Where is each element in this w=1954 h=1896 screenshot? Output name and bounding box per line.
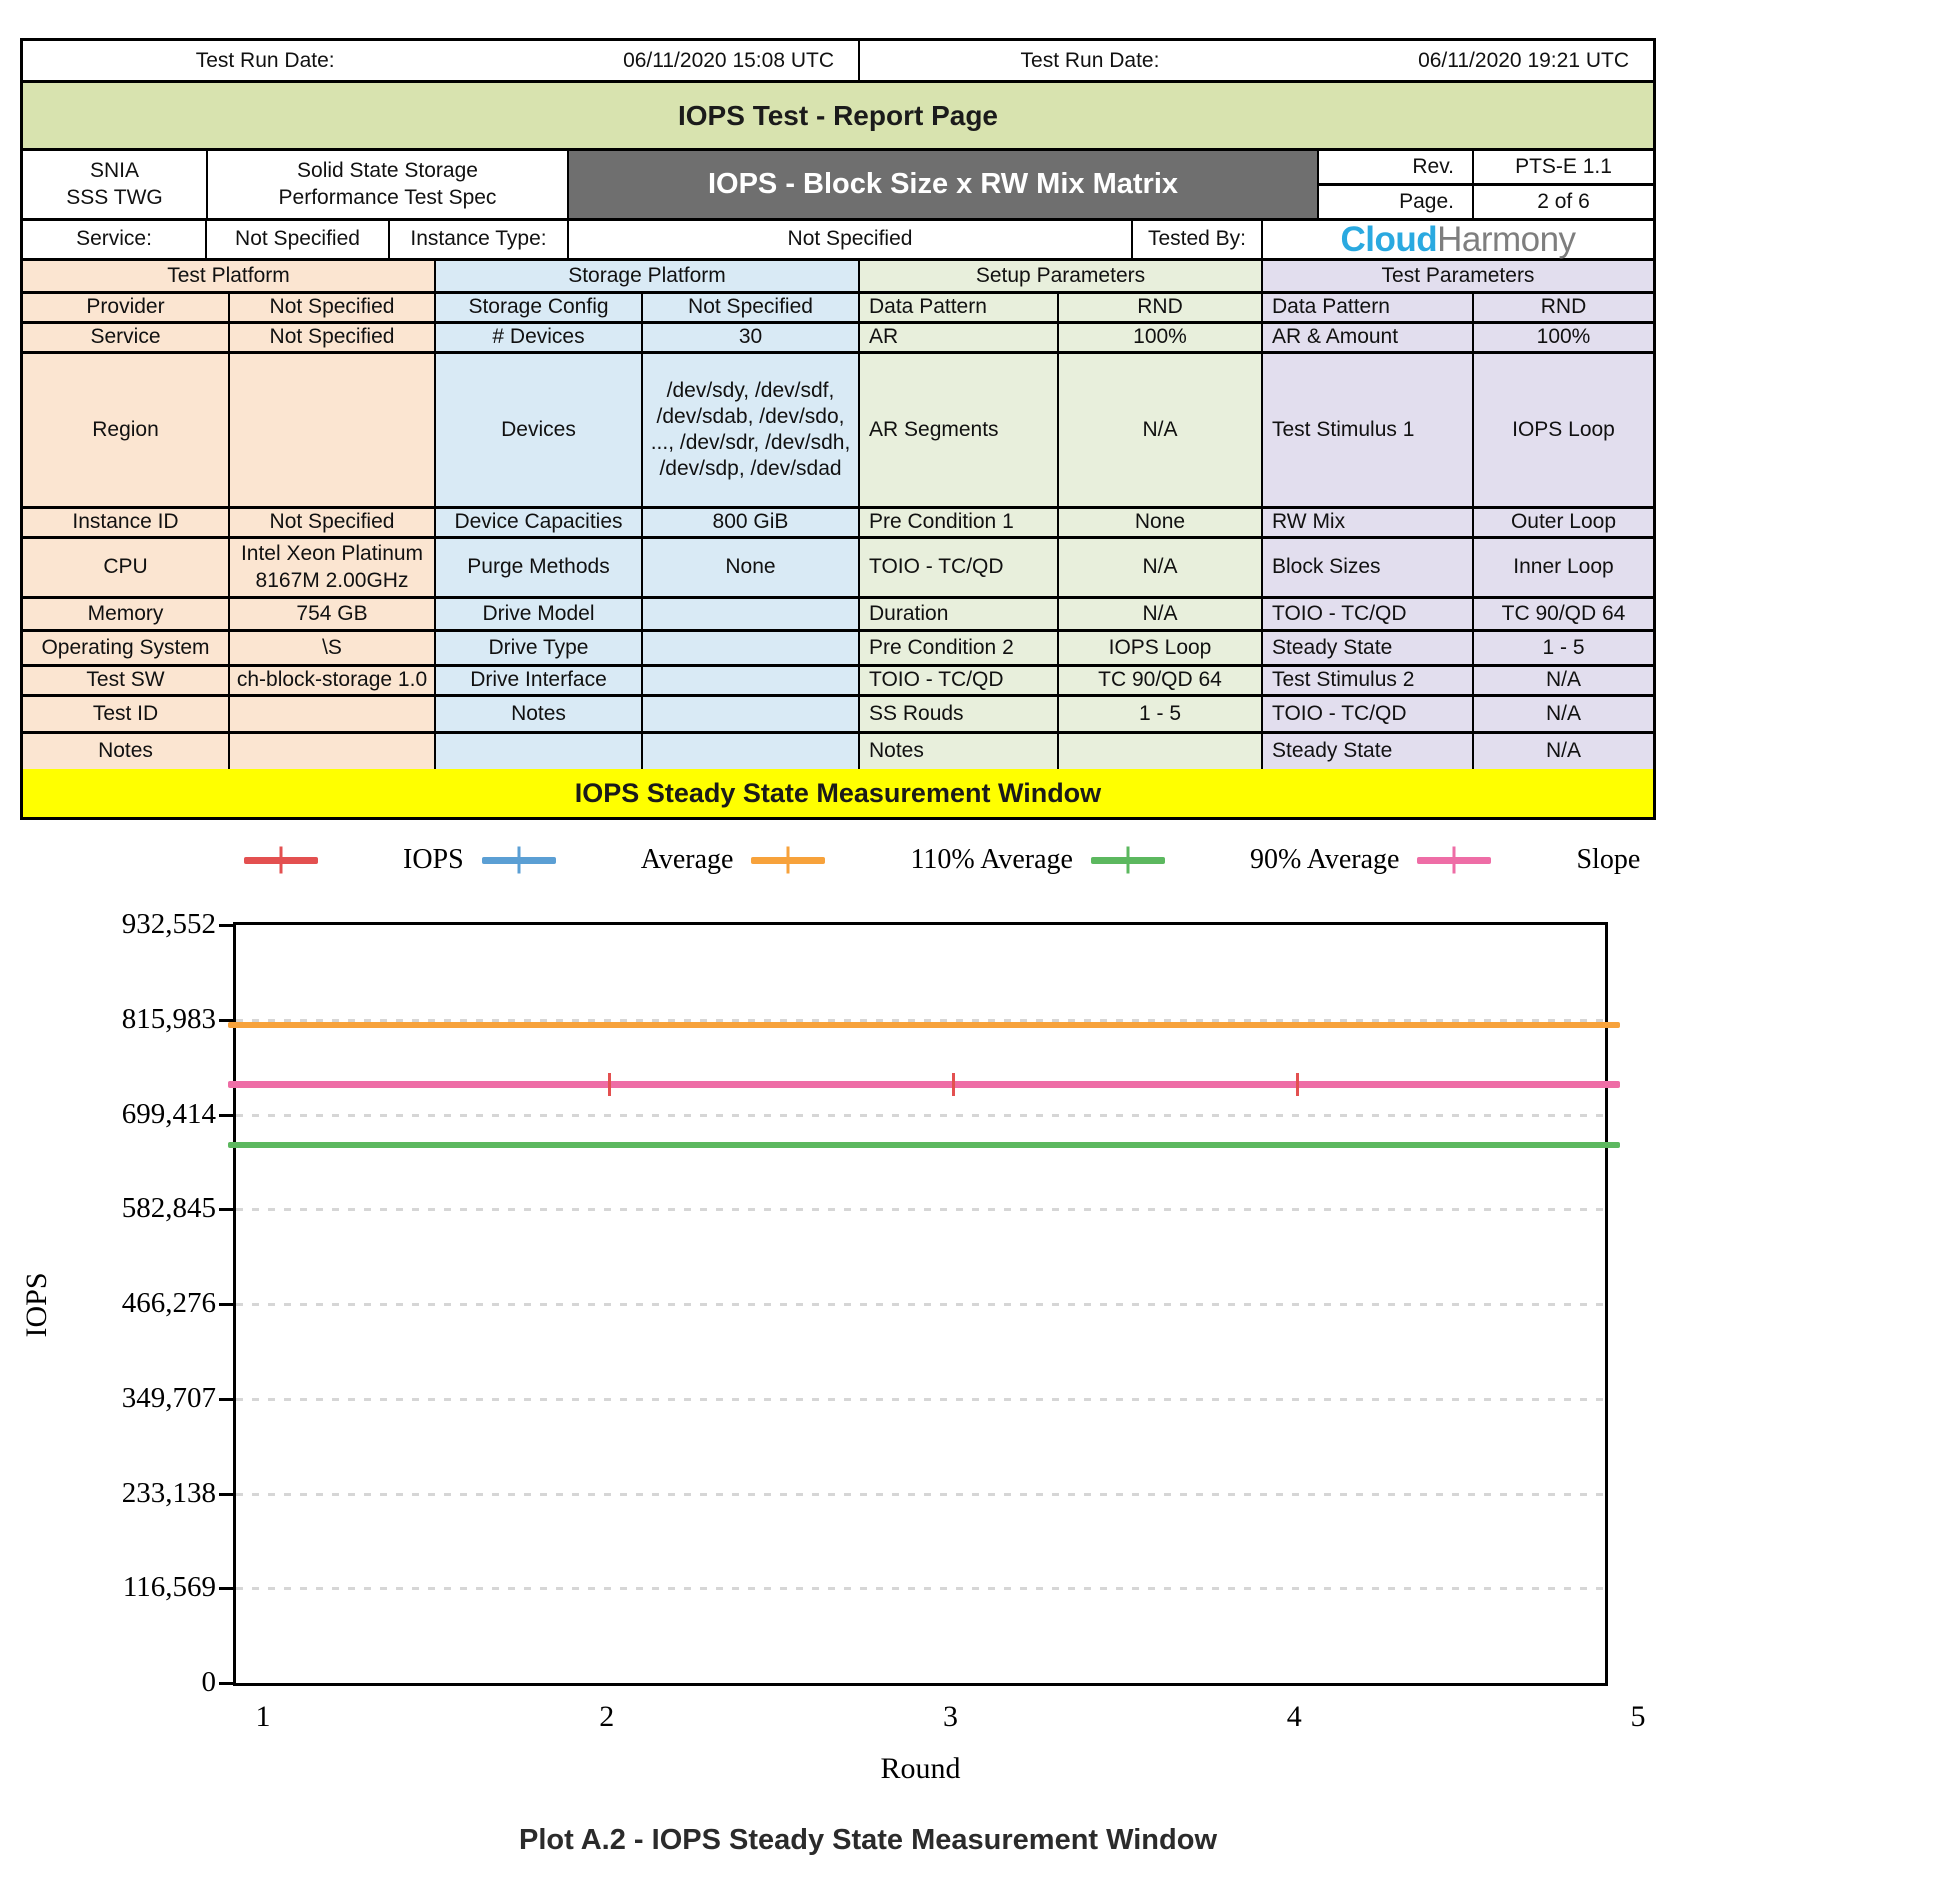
- test_parameters-row-value: N/A: [1474, 667, 1653, 694]
- series-line-90-average: [228, 1142, 1620, 1148]
- test-run-date-label: Test Run Date:: [1020, 48, 1160, 72]
- test_platform-row-value: Not Specified: [230, 324, 436, 351]
- y-tick-mark: [219, 1493, 234, 1496]
- org-line1: SNIA: [89, 159, 139, 183]
- legend-marker-icon: [1453, 847, 1456, 874]
- y-tick-label: 582,845: [121, 1192, 216, 1225]
- instance-type-value: Not Specified: [569, 221, 1133, 258]
- test_parameters-row-value: N/A: [1474, 697, 1653, 731]
- test_parameters-row-value: N/A: [1474, 734, 1653, 769]
- storage_platform-row-label: Drive Type: [436, 632, 643, 664]
- test_platform-row-value: 754 GB: [230, 599, 436, 629]
- page-value: 2 of 6: [1537, 190, 1590, 213]
- test_parameters-row-value: IOPS Loop: [1474, 354, 1653, 506]
- cloudharmony-logo: [1263, 221, 1653, 258]
- rev-row: [1319, 151, 1653, 186]
- setup_parameters-row-value: None: [1059, 509, 1263, 536]
- x-tick-label: 2: [599, 1700, 615, 1733]
- setup_parameters-row-value: [1059, 734, 1263, 769]
- table-row: [23, 599, 1653, 632]
- setup_parameters-row-value: RND: [1059, 294, 1263, 321]
- test_parameters-row-value: Inner Loop: [1474, 539, 1653, 596]
- storage_platform-row-value: [643, 734, 860, 769]
- table-row: [23, 697, 1653, 734]
- y-tick-label: 0: [201, 1666, 216, 1698]
- setup_parameters-row-label: SS Rouds: [860, 697, 1059, 731]
- y-tick-mark: [219, 1682, 234, 1685]
- storage_platform-row-value: 30: [643, 324, 860, 351]
- storage_platform-row-label: Purge Methods: [436, 539, 643, 596]
- test-run-left: [23, 41, 860, 80]
- storage_platform-row-label: [436, 734, 643, 769]
- test_platform-row-label: Memory: [23, 599, 230, 629]
- test_platform-row-value: ch-block-storage 1.0: [230, 667, 436, 694]
- legend-label: Slope: [1576, 844, 1641, 875]
- setup_parameters-row-value: 1 - 5: [1059, 697, 1263, 731]
- gridline: [236, 1398, 1605, 1401]
- spec-header-row: [23, 151, 1653, 221]
- x-tick-label: 4: [1286, 1700, 1302, 1733]
- plot-area: [233, 922, 1608, 1686]
- rev-label: Rev.: [1319, 151, 1474, 183]
- storage_platform-row-label: Storage Config: [436, 294, 643, 321]
- series-line-110-average: [228, 1022, 1620, 1028]
- storage_platform-row-value: [643, 632, 860, 664]
- setup_parameters-row-label: Pre Condition 2: [860, 632, 1059, 664]
- test_parameters-row-label: Block Sizes: [1263, 539, 1474, 596]
- legend-label: 110% Average: [910, 844, 1073, 875]
- storage_platform-row-value: [643, 697, 860, 731]
- legend-label: Average: [640, 844, 734, 875]
- group-header-test-parameters: Test Parameters: [1263, 261, 1653, 291]
- test_platform-row-label: Operating System: [23, 632, 230, 664]
- y-tick-label: 815,983: [121, 1002, 216, 1035]
- rev-page-block: [1319, 151, 1653, 218]
- x-tick-label: 5: [1630, 1700, 1646, 1733]
- test-run-date-label: Test Run Date:: [195, 48, 335, 72]
- group-header-row: [23, 261, 1653, 294]
- table-row: [23, 509, 1653, 539]
- rev-value: PTS-E 1.1: [1515, 155, 1612, 178]
- legend-marker-icon: [517, 847, 520, 874]
- steady-state-banner: IOPS Steady State Measurement Window: [23, 769, 1653, 817]
- legend-marker-icon: [280, 847, 283, 874]
- y-tick-mark: [219, 1587, 234, 1590]
- storage_platform-row-label: Notes: [436, 697, 643, 731]
- storage_platform-row-value: Not Specified: [643, 294, 860, 321]
- x-tick-label: 3: [943, 1700, 958, 1733]
- table-row: [23, 539, 1653, 599]
- iops-point-marker: [1296, 1073, 1299, 1096]
- y-axis-title: IOPS: [20, 1272, 53, 1338]
- org-line2: SSS TWG: [66, 185, 163, 209]
- setup_parameters-row-value: 100%: [1059, 324, 1263, 351]
- legend-sample-average: [482, 857, 556, 864]
- y-tick-label: 466,276: [121, 1287, 216, 1319]
- test_platform-row-value: [230, 697, 436, 731]
- test_parameters-row-label: Steady State: [1263, 632, 1474, 664]
- table-row: [23, 354, 1653, 509]
- test_platform-row-value: Not Specified: [230, 294, 436, 321]
- test_platform-row-value: \S: [230, 632, 436, 664]
- page-row: [1319, 186, 1653, 218]
- setup_parameters-row-value: N/A: [1059, 354, 1263, 506]
- legend-label: 90% Average: [1249, 844, 1400, 875]
- iops-point-marker: [952, 1073, 955, 1096]
- x-tick-label: 1: [255, 1700, 271, 1733]
- test_platform-row-value: [230, 354, 436, 506]
- test_parameters-row-value: 100%: [1474, 324, 1653, 351]
- setup_parameters-row-label: Duration: [860, 599, 1059, 629]
- legend-sample-90-average: [1091, 857, 1165, 864]
- page-label: Page.: [1319, 186, 1474, 218]
- chart-legend: [244, 840, 1644, 880]
- org-cell: [23, 151, 208, 218]
- test_parameters-row-label: RW Mix: [1263, 509, 1474, 536]
- test-run-date-value: 06/11/2020 19:21 UTC: [1418, 48, 1629, 72]
- setup_parameters-row-label: TOIO - TC/QD: [860, 667, 1059, 694]
- setup_parameters-row-label: AR: [860, 324, 1059, 351]
- setup_parameters-row-value: TC 90/QD 64: [1059, 667, 1263, 694]
- report-title: IOPS Test - Report Page: [23, 83, 1653, 151]
- setup_parameters-row-label: TOIO - TC/QD: [860, 539, 1059, 596]
- test_platform-row-label: Provider: [23, 294, 230, 321]
- test_parameters-row-label: Data Pattern: [1263, 294, 1474, 321]
- y-tick-mark: [219, 1303, 234, 1306]
- y-tick-mark: [219, 924, 234, 927]
- test_parameters-row-label: TOIO - TC/QD: [1263, 697, 1474, 731]
- test-run-date-row: [23, 41, 1653, 83]
- y-tick-label: 116,569: [122, 1571, 216, 1604]
- test_parameters-row-label: AR & Amount: [1263, 324, 1474, 351]
- gridline: [236, 1208, 1605, 1211]
- storage_platform-row-label: Drive Interface: [436, 667, 643, 694]
- group-header-storage-platform: Storage Platform: [436, 261, 860, 291]
- table-row: [23, 632, 1653, 667]
- table-row: [23, 324, 1653, 354]
- test-run-right: [860, 41, 1653, 80]
- service-value: Not Specified: [207, 221, 390, 258]
- test_platform-row-label: Test SW: [23, 667, 230, 694]
- test-run-date-value: 06/11/2020 15:08 UTC: [623, 48, 834, 72]
- legend-sample-110-average: [751, 857, 825, 864]
- legend-marker-icon: [787, 847, 790, 874]
- legend-label: IOPS: [403, 844, 464, 875]
- tested-by-label: Tested By:: [1133, 221, 1263, 258]
- test_parameters-row-label: Test Stimulus 1: [1263, 354, 1474, 506]
- spec-line2: Performance Test Spec: [278, 185, 497, 209]
- test_platform-row-label: Instance ID: [23, 509, 230, 536]
- setup_parameters-row-value: N/A: [1059, 539, 1263, 596]
- test_parameters-row-value: Outer Loop: [1474, 509, 1653, 536]
- gridline: [236, 1114, 1605, 1117]
- y-tick-mark: [219, 1208, 234, 1211]
- setup_parameters-row-value: N/A: [1059, 599, 1263, 629]
- legend-marker-icon: [1126, 847, 1129, 874]
- test_parameters-row-label: Test Stimulus 2: [1263, 667, 1474, 694]
- storage_platform-row-value: [643, 667, 860, 694]
- y-tick-label: 349,707: [121, 1381, 216, 1414]
- storage_platform-row-label: Devices: [436, 354, 643, 506]
- iops-point-marker: [608, 1073, 611, 1096]
- setup_parameters-row-label: AR Segments: [860, 354, 1059, 506]
- storage_platform-row-label: Device Capacities: [436, 509, 643, 536]
- logo-harmony: Harmony: [1437, 219, 1576, 259]
- instance-type-label: Instance Type:: [390, 221, 569, 258]
- spec-data-rows: [23, 294, 1653, 769]
- test_platform-row-label: Notes: [23, 734, 230, 769]
- setup_parameters-row-label: Data Pattern: [860, 294, 1059, 321]
- y-tick-label: 233,138: [121, 1476, 216, 1509]
- test_platform-row-value: Intel Xeon Platinum 8167M 2.00GHz: [230, 539, 436, 596]
- storage_platform-row-value: /dev/sdy, /dev/sdf, /dev/sdab, /dev/sdo, ..., /dev/sdr, /dev/sdh, /dev/sdp, /dev/sdad: [643, 354, 860, 506]
- test_parameters-row-value: TC 90/QD 64: [1474, 599, 1653, 629]
- group-header-test-platform: Test Platform: [23, 261, 436, 291]
- test_platform-row-label: CPU: [23, 539, 230, 596]
- report-header-table: [20, 38, 1656, 820]
- matrix-title: IOPS - Block Size x RW Mix Matrix: [569, 151, 1319, 218]
- service-info-row: [23, 221, 1653, 261]
- service-label: Service:: [23, 221, 207, 258]
- y-tick-mark: [219, 1398, 234, 1401]
- storage_platform-row-label: # Devices: [436, 324, 643, 351]
- chart-caption: Plot A.2 - IOPS Steady State Measurement Window: [518, 1824, 1218, 1856]
- legend-sample-slope: [1417, 857, 1491, 864]
- setup_parameters-row-label: Notes: [860, 734, 1059, 769]
- test_platform-row-value: [230, 734, 436, 769]
- x-axis-title: Round: [880, 1752, 961, 1785]
- test_parameters-row-value: RND: [1474, 294, 1653, 321]
- test_platform-row-value: Not Specified: [230, 509, 436, 536]
- test_platform-row-label: Service: [23, 324, 230, 351]
- series-line-slope: [228, 1081, 1620, 1088]
- spec-name-cell: [208, 151, 569, 218]
- test_parameters-row-value: 1 - 5: [1474, 632, 1653, 664]
- table-row: [23, 294, 1653, 324]
- gridline: [236, 1587, 1605, 1590]
- table-row: [23, 734, 1653, 769]
- y-tick-label: 932,552: [121, 908, 216, 940]
- storage_platform-row-value: 800 GiB: [643, 509, 860, 536]
- gridline: [236, 1303, 1605, 1306]
- group-header-setup-parameters: Setup Parameters: [860, 261, 1263, 291]
- test_parameters-row-label: Steady State: [1263, 734, 1474, 769]
- test_parameters-row-label: TOIO - TC/QD: [1263, 599, 1474, 629]
- test_platform-row-label: Region: [23, 354, 230, 506]
- setup_parameters-row-label: Pre Condition 1: [860, 509, 1059, 536]
- test_platform-row-label: Test ID: [23, 697, 230, 731]
- y-tick-mark: [219, 1114, 234, 1117]
- table-row: [23, 667, 1653, 697]
- storage_platform-row-value: [643, 599, 860, 629]
- y-tick-label: 699,414: [121, 1097, 216, 1130]
- spec-line1: Solid State Storage: [297, 159, 478, 183]
- legend-sample-iops: [244, 857, 318, 864]
- setup_parameters-row-value: IOPS Loop: [1059, 632, 1263, 664]
- storage_platform-row-value: None: [643, 539, 860, 596]
- logo-cloud: Cloud: [1340, 219, 1438, 259]
- gridline: [236, 1493, 1605, 1496]
- storage_platform-row-label: Drive Model: [436, 599, 643, 629]
